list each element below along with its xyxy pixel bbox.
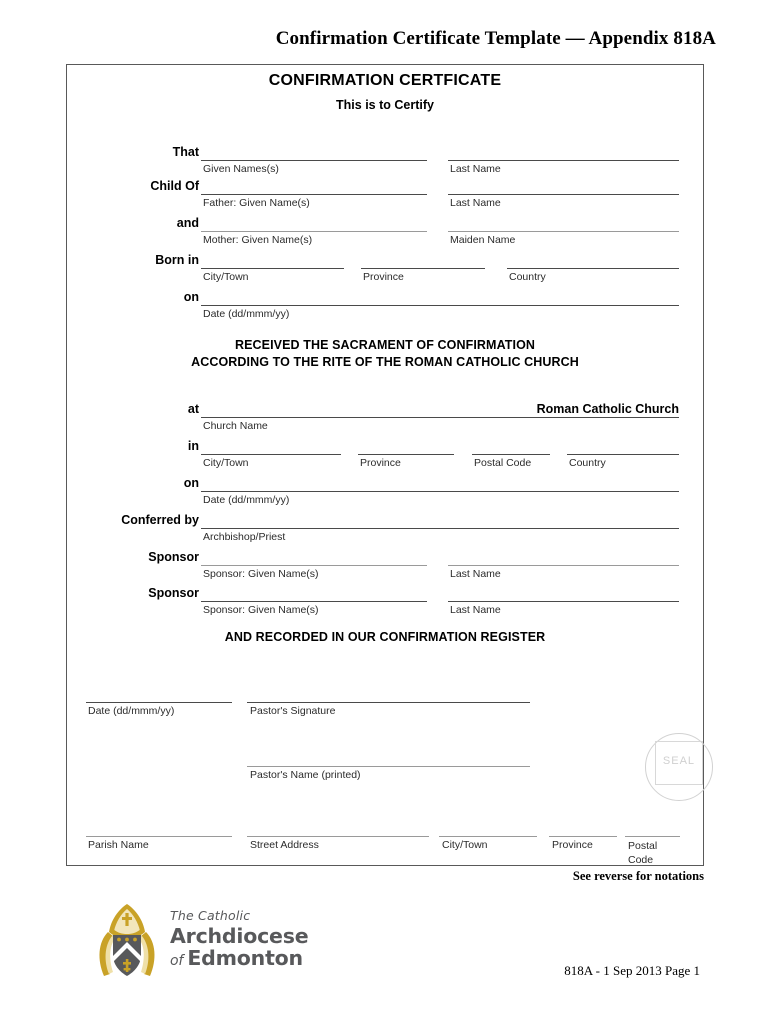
logo-edmonton-word: Edmonton [187, 946, 303, 970]
caption-sponsor1-last-name: Last Name [450, 568, 501, 580]
label-and: and [176, 216, 199, 230]
caption-sponsor2-given-names: Sponsor: Given Name(s) [203, 604, 319, 616]
field-mother-maiden-name[interactable] [448, 231, 679, 232]
field-church-name[interactable] [201, 417, 679, 418]
caption-church-country: Country [569, 457, 606, 469]
caption-birth-city: City/Town [203, 271, 249, 283]
label-in: in [187, 439, 199, 453]
caption-footer-province: Province [552, 839, 593, 851]
register-statement: AND RECORDED IN OUR CONFIRMATION REGISTER [224, 630, 546, 644]
label-sponsor-2: Sponsor [148, 586, 199, 600]
caption-sponsor2-last-name: Last Name [450, 604, 501, 616]
label-on-born: on [183, 290, 199, 304]
caption-father-given-names: Father: Given Name(s) [203, 197, 310, 209]
logo-wordmark [170, 910, 308, 969]
field-street-address[interactable] [247, 836, 429, 837]
field-birth-province[interactable] [361, 268, 485, 269]
caption-church-postal-code: Postal Code [474, 457, 532, 469]
caption-father-last-name: Last Name [450, 197, 501, 209]
certificate-subtitle: This is to Certify [336, 98, 434, 112]
caption-signature-date: Date (dd/mmm/yy) [88, 705, 175, 717]
field-church-postal-code[interactable] [472, 454, 550, 455]
field-sponsor2-last-name[interactable] [448, 601, 679, 602]
field-birth-city[interactable] [201, 268, 344, 269]
caption-birth-province: Province [363, 271, 404, 283]
field-signature-date[interactable] [86, 702, 232, 703]
certificate-title: CONFIRMATION CERTFICATE [268, 72, 502, 89]
caption-footer-city: City/Town [442, 839, 488, 851]
caption-church-province: Province [360, 457, 401, 469]
field-sponsor2-given-names[interactable] [201, 601, 427, 602]
caption-sponsor1-given-names: Sponsor: Given Name(s) [203, 568, 319, 580]
logo-of-word: of [170, 953, 188, 969]
caption-footer-postal-code: Postal Code [628, 840, 658, 866]
field-sponsor1-given-names[interactable] [201, 565, 427, 566]
caption-child-last-name: Last Name [450, 163, 501, 175]
roman-catholic-church-text: Roman Catholic Church [536, 402, 679, 416]
label-child-of: Child Of [150, 179, 199, 193]
field-footer-postal-code[interactable] [625, 836, 680, 837]
sacrament-statement-line-2: ACCORDING TO THE RITE OF THE ROMAN CATHOLIC CHURCH [191, 355, 579, 369]
field-church-province[interactable] [358, 454, 454, 455]
field-footer-city[interactable] [439, 836, 537, 837]
caption-street-address: Street Address [250, 839, 319, 851]
caption-birth-country: Country [509, 271, 546, 283]
field-parish-name[interactable] [86, 836, 232, 837]
caption-church-city: City/Town [203, 457, 249, 469]
caption-birth-date: Date (dd/mmm/yy) [203, 308, 290, 320]
label-conferred-by: Conferred by [121, 513, 199, 527]
logo-line-archdiocese: Archdiocese [170, 923, 309, 948]
page-title: Confirmation Certificate Template — Appendix 818A [275, 28, 716, 49]
field-father-given-names[interactable] [201, 194, 427, 195]
field-child-given-names[interactable] [201, 160, 427, 161]
seal-label: SEAL [662, 755, 696, 767]
certificate-container [66, 64, 704, 866]
field-sponsor1-last-name[interactable] [448, 565, 679, 566]
caption-confirmation-date: Date (dd/mmm/yy) [203, 494, 290, 506]
field-birth-country[interactable] [507, 268, 679, 269]
caption-mother-maiden-name: Maiden Name [450, 234, 516, 246]
field-pastor-printed-name[interactable] [247, 766, 530, 767]
caption-child-given-names: Given Names(s) [203, 163, 279, 175]
caption-church-name: Church Name [203, 420, 268, 432]
field-birth-date[interactable] [201, 305, 679, 306]
field-footer-province[interactable] [549, 836, 617, 837]
caption-pastor-signature: Pastor's Signature [250, 705, 336, 717]
field-confirmation-date[interactable] [201, 491, 679, 492]
field-pastor-signature[interactable] [247, 702, 530, 703]
field-archbishop-priest[interactable] [201, 528, 679, 529]
reverse-notations-text: See reverse for notations [572, 869, 704, 883]
label-sponsor-1: Sponsor [148, 550, 199, 564]
field-child-last-name[interactable] [448, 160, 679, 161]
caption-parish-name: Parish Name [88, 839, 149, 851]
label-on-confirmation: on [183, 476, 199, 490]
sacrament-statement-line-1: RECEIVED THE SACRAMENT OF CONFIRMATION [234, 338, 536, 352]
field-church-city[interactable] [201, 454, 341, 455]
field-church-country[interactable] [567, 454, 679, 455]
label-that: That [172, 145, 199, 159]
field-father-last-name[interactable] [448, 194, 679, 195]
field-mother-given-names[interactable] [201, 231, 427, 232]
logo-line-the-catholic: The Catholic [170, 908, 251, 923]
label-at: at [187, 402, 199, 416]
caption-archbishop-priest: Archbishop/Priest [203, 531, 286, 543]
caption-pastor-printed-name: Pastor's Name (printed) [250, 769, 361, 781]
caption-mother-given-names: Mother: Given Name(s) [203, 234, 313, 246]
label-born-in: Born in [155, 253, 199, 267]
page-footer: 818A - 1 Sep 2013 Page 1 [564, 963, 700, 978]
